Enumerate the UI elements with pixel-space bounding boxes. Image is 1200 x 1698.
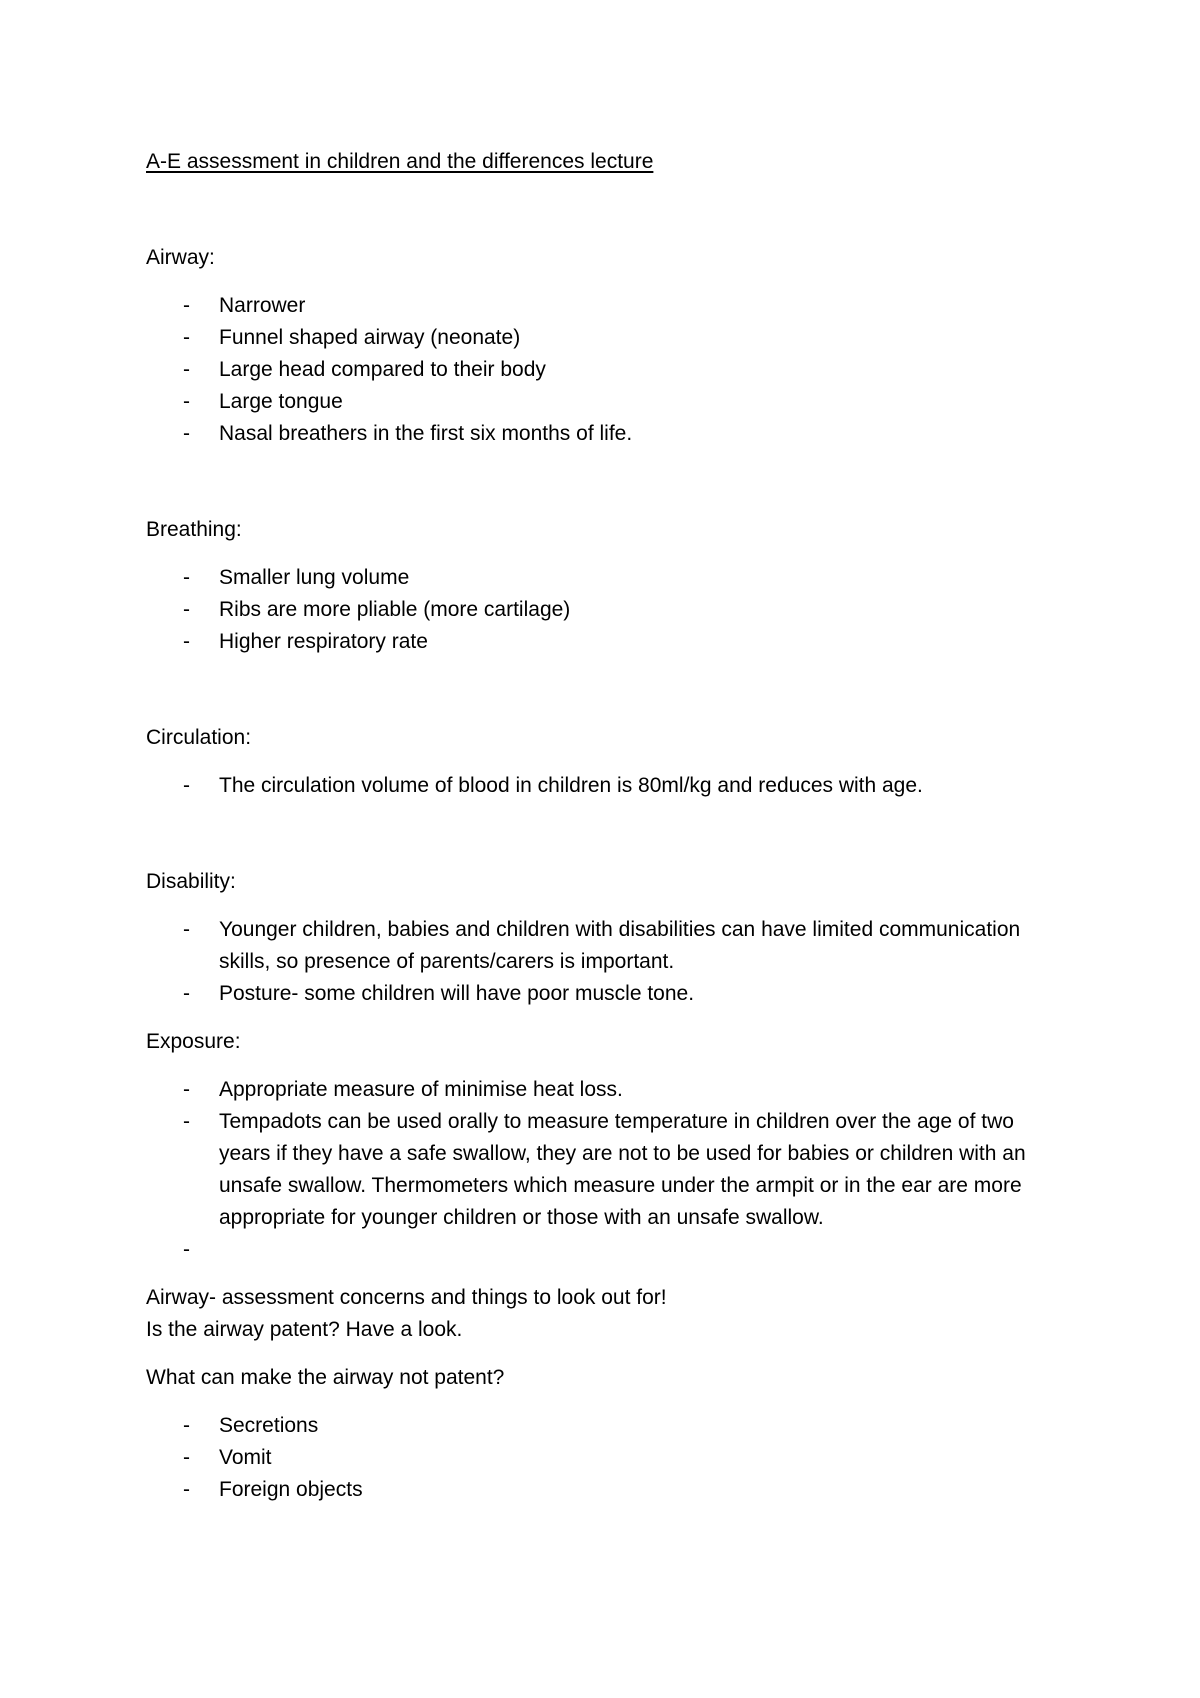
section-heading-exposure: Exposure: xyxy=(146,1030,241,1053)
section-heading-disability: Disability: xyxy=(146,870,236,893)
disability-list xyxy=(146,914,1066,1010)
airway-assessment-line: Is the airway patent? Have a look. xyxy=(146,1318,463,1341)
document-body xyxy=(146,146,1066,1506)
list-item: - Smaller lung volume xyxy=(146,562,1066,594)
airway-obstruction-list xyxy=(146,1410,1066,1506)
list-item: - Younger children, babies and children with disabilities can have limited communication skills, so presence of parents/carers is important. xyxy=(146,914,1066,978)
airway-list xyxy=(146,290,1066,450)
list-item: - Large head compared to their body xyxy=(146,354,1066,386)
list-item: - Narrower xyxy=(146,290,1066,322)
list-item: - Vomit xyxy=(146,1442,1066,1474)
list-item: - Funnel shaped airway (neonate) xyxy=(146,322,1066,354)
list-item: - Large tongue xyxy=(146,386,1066,418)
list-item: - Higher respiratory rate xyxy=(146,626,1066,658)
breathing-list xyxy=(146,562,1066,658)
list-item xyxy=(146,1234,1066,1266)
document-title: A-E assessment in children and the differences lecture xyxy=(146,150,654,173)
list-item: - Appropriate measure of minimise heat loss. xyxy=(146,1074,1066,1106)
list-item: - Ribs are more pliable (more cartilage) xyxy=(146,594,1066,626)
airway-assessment-question: What can make the airway not patent? xyxy=(146,1366,505,1389)
list-item: - Tempadots can be used orally to measure temperature in children over the age of two years if they have a safe swallow, they are not to be used for babies or children with an unsafe swallow. Thermometers which measure under the armpit or in the ear are more appropriate for younger children or those with an unsafe swallow. xyxy=(146,1106,1066,1234)
circulation-list xyxy=(146,770,1066,802)
list-item: - Nasal breathers in the first six months of life. xyxy=(146,418,1066,450)
airway-assessment-heading: Airway- assessment concerns and things to look out for! xyxy=(146,1286,667,1309)
list-item: - Posture- some children will have poor muscle tone. xyxy=(146,978,1066,1010)
list-item: - The circulation volume of blood in children is 80ml/kg and reduces with age. xyxy=(146,770,1066,802)
section-heading-circulation: Circulation: xyxy=(146,726,252,749)
section-heading-airway: Airway: xyxy=(146,246,215,269)
list-item: - Secretions xyxy=(146,1410,1066,1442)
exposure-list xyxy=(146,1074,1066,1266)
section-heading-breathing: Breathing: xyxy=(146,518,242,541)
list-item: - Foreign objects xyxy=(146,1474,1066,1506)
